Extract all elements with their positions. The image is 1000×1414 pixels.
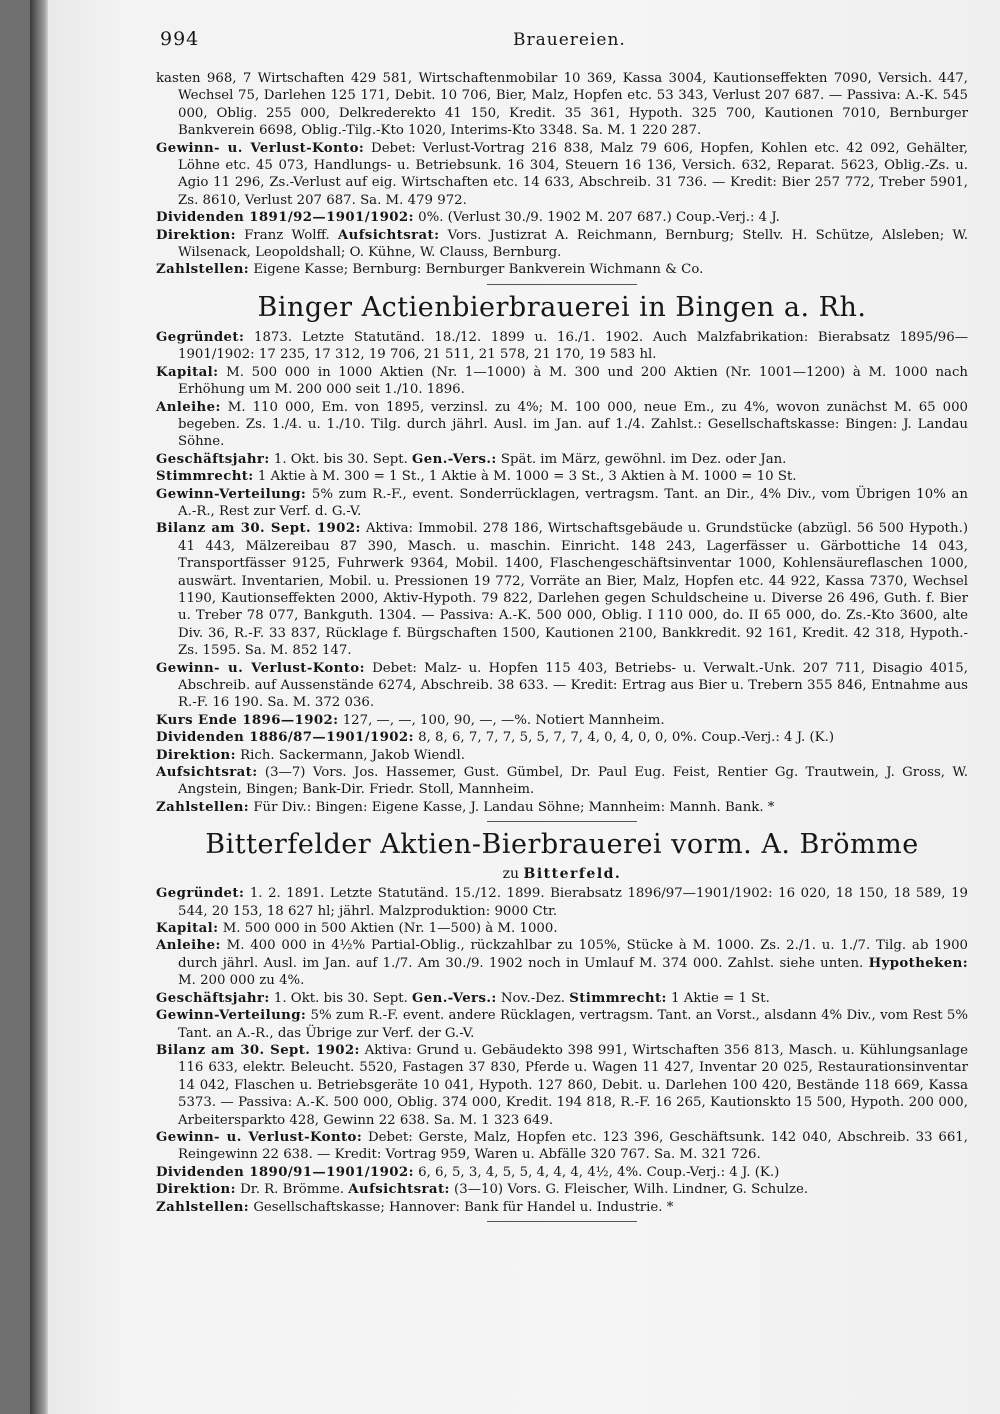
section-divider — [487, 284, 637, 285]
company-location: zu Bitterfeld. — [502, 866, 622, 883]
management-board: Direktion: Dr. R. Brömme. Aufsichtsrat: (3—10) Vors. G. Fleischer, Wilh. Lindner, G. Schulze. — [156, 1182, 809, 1198]
page-number: 994 — [160, 28, 200, 50]
share-price: Kurs Ende 1896—1902: 127, —, —, 100, 90, —, —%. Notiert Mannheim. — [156, 712, 665, 728]
scanned-page — [48, 0, 1000, 1414]
supervisory-board: Aufsichtsrat: (3—7) Vors. Jos. Hassemer, Gust. Gümbel, Dr. Paul Eug. Feist, Rentier Gg. Trautwein, J. Gross, W. Angstein, Bingen; Bank-Dir. Friedr. Stoll, Mannheim. — [156, 765, 968, 798]
fiscal-year: Geschäftsjahr: 1. Okt. bis 30. Sept. Gen.-Vers.: Spät. im März, gewöhnl. im Dez. oder Jan. — [156, 451, 787, 467]
profit-loss-account: Gewinn- u. Verlust-Konto: Debet: Verlust-Vortrag 216 838, Malz 79 606, Hopfen, Kohlen etc. 42 092, Gehälter, Löhne etc. 45 073, Handlungs- u. Betriebsunk. 16 304, Steuern 16 136, Versich. 632, Reparat. 5623, Oblig.-Zs. u. Agio 11 296, Zs.-Verlust auf eig. Wirtschaften etc. 14 633, Abschreib. 31 736. — Kredit: Bier 257 772, Treber 5901, Zs. 8610, Verlust 207 687. Sa. M. 479 972. — [156, 140, 968, 208]
dividends: Dividenden 1890/91—1901/1902: 6, 6, 5, 3, 4, 5, 5, 4, 4, 4, 4½, 4%. Coup.-Verj.: 4 J. (K.) — [156, 1164, 780, 1180]
company-title: Binger Actienbierbrauerei in Bingen a. Rh. — [257, 291, 867, 323]
capital: Kapital: M. 500 000 in 1000 Aktien (Nr. 1—1000) à M. 300 und 200 Aktien (Nr. 1001—1200) à M. 1000 nach Erhöhung um M. 200 000 seit 1./10. 1896. — [156, 364, 969, 398]
paying-agents: Zahlstellen: Gesellschaftskasse; Hannover: Bank für Handel u. Industrie. * — [156, 1199, 674, 1215]
loan: Anleihe: M. 110 000, Em. von 1895, verzinsl. zu 4%; M. 100 000, neue Em., zu 4%, wovon zunächst M. 65 000 begeben. Zs. 1./4. u. 1./10. Tilg. durch jährl. Ausl. im Jan. auf 1./4. Zahlst.: Gesellschaftskasse: Bingen: J. Landau Söhne. — [156, 399, 968, 450]
running-title: Brauereien. — [513, 30, 626, 50]
capital: Kapital: M. 500 000 in 500 Aktien (Nr. 1—500) à M. 1000. — [156, 921, 558, 937]
bitterfelder-entry — [156, 828, 968, 1216]
founded: Gegründet: 1873. Letzte Statutänd. 18./12. 1899 u. 16./1. 1902. Auch Malzfabrikation: Bierabsatz 1895/96—1901/1902: 17 235, 17 312, 19 706, 21 511, 21 578, 21 170, 19 583 hl. — [156, 329, 968, 363]
profit-loss-account: Gewinn- u. Verlust-Konto: Debet: Gerste, Malz, Hopfen etc. 123 396, Geschäftsunk. 142 040, Abschreib. 33 661, Reingewinn 22 638. — Kredit: Vortrag 959, Waren u. Abfälle 320 767. Sa. M. 321 726. — [156, 1129, 968, 1163]
paying-agents: Zahlstellen: Für Div.: Bingen: Eigene Kasse, J. Landau Söhne; Mannheim: Mannh. Bank. * — [156, 799, 775, 815]
page-edge-shadow — [30, 0, 50, 1414]
profit-distribution: Gewinn-Verteilung: 5% zum R.-F., event. Sonderrücklagen, vertragsm. Tant. an Dir., 4% Div., vom Übrigen 10% an A.-R., Rest zur Verf. d. G.-V. — [156, 486, 968, 519]
profit-loss-account: Gewinn- u. Verlust-Konto: Debet: Malz- u. Hopfen 115 403, Betriebs- u. Verwalt.-Unk. 207 711, Disagio 4015, Abschreib. auf Aussenstände 6274, Abschreib. 38 633. — Kredit: Ertrag aus Bier u. Trebern 355 846, Entnahme aus R.-F. 16 190. Sa. M. 372 036. — [156, 660, 968, 711]
binger-entry — [156, 291, 968, 816]
continued-entry — [156, 70, 968, 279]
founded: Gegründet: 1. 2. 1891. Letzte Statutänd. 15./12. 1899. Bierabsatz 1896/97—1901/1902: 16 020, 18 150, 18 589, 19 544, 20 153, 18 627 hl; jährl. Malzproduktion: 9000 Ctr. — [156, 886, 968, 919]
loan: Anleihe: M. 400 000 in 4½% Partial-Oblig., rückzahlbar zu 105%, Stücke à M. 1000. Zs. 2./1. u. 1./7. Tilg. ab 1900 durch jährl. Ausl. im Jan. auf 1./7. Am 30./9. 1902 noch in Umlauf M. 374 000. Zahlst. siehe unten. Hypotheken: M. 200 000 zu 4%. — [156, 938, 968, 989]
page-content — [156, 70, 968, 1228]
company-title: Bitterfelder Aktien-Bierbrauerei vorm. A. Brömme — [205, 829, 919, 861]
section-divider — [487, 821, 637, 822]
page-header — [48, 28, 1000, 58]
section-divider — [487, 1221, 637, 1222]
paying-agents: Zahlstellen: Eigene Kasse; Bernburg: Bernburger Bankverein Wichmann & Co. — [156, 262, 704, 278]
balance-continuation: kasten 968, 7 Wirtschaften 429 581, Wirtschaftenmobilar 10 369, Kassa 3004, Kautionseffekten 7090, Versich. 447, Wechsel 75, Darlehen 125 171, Debit. 10 706, Bier, Malz, Hopfen etc. 53 343, Verlust 207 687. — Passiva: A.-K. 545 000, Oblig. 255 000, Delkrederekto 41 150, Kredit. 35 361, Hypoth. 325 700, Kautionen 7010, Bernburger Bankverein 6698, Oblig.-Tilg.-Kto 1020, Interims-Kto 3348. Sa. M. 1 220 287. — [156, 71, 968, 139]
dividends: Dividenden 1891/92—1901/1902: 0%. (Verlust 30./9. 1902 M. 207 687.) Coup.-Verj.: 4 J. — [156, 210, 780, 226]
management-board: Direktion: Rich. Sackermann, Jakob Wiendl. — [156, 747, 465, 763]
balance-sheet: Bilanz am 30. Sept. 1902: Aktiva: Grund u. Gebäudekto 398 991, Wirtschaften 356 813, Masch. u. Kühlungsanlage 116 633, elektr. Beleucht. 5520, Fastagen 37 830, Pferde u. Wagen 11 427, Inventar 20 025, Restaurationsinventar 14 042, Flaschen u. Betriebsgeräte 10 041, Hypoth. 127 860, Debit. u. Darlehen 100 420, Bestände 118 669, Kassa 5373. — Passiva: A.-K. 500 000, Oblig. 374 000, Kredit. 194 818, R.-F. 16 265, Kautionskto 15 500, Hypoth. 200 000, Arbeitersparkto 428, Gewinn 22 638. Sa. M. 1 323 649. — [156, 1042, 968, 1128]
profit-distribution: Gewinn-Verteilung: 5% zum R.-F. event. andere Rücklagen, vertragsm. Tant. an Vorst., alsdann 4% Div., vom Rest 5% Tant. an A.-R., das Übrige zur Verf. der G.-V. — [156, 1008, 968, 1041]
management-board: Direktion: Franz Wolff. Aufsichtsrat: Vors. Justizrat A. Reichmann, Bernburg; Stellv. H. Schütze, Alsleben; W. Wilsenack, Leopoldshall; O. Kühne, W. Clauss, Bernburg. — [156, 227, 968, 261]
balance-sheet: Bilanz am 30. Sept. 1902: Aktiva: Immobil. 278 186, Wirtschaftsgebäude u. Grundstücke (abzügl. 56 500 Hypoth.) 41 443, Mälzereibau 87 390, Masch. u. maschin. Einricht. 148 243, Lagerfässer u. Gärbottiche 14 043, Transportfässer 9125, Fuhrwerk 9364, Mobil. 1400, Flaschengeschäftsinventar 1000, Kohlensäureflaschen 1000, auswärt. Inventarien, Mobil. u. Pressionen 19 772, Vorräte an Bier, Malz, Hopfen etc. 44 922, Kassa 7370, Wechsel 1190, Kautionseffekten 2000, Aktiv-Hypoth. 79 822, Darlehen gegen Schuldscheine u. Diverse 26 496, Guth. f. Bier u. Treber 78 077, Bankguth. 1304. — Passiva: A.-K. 500 000, Oblig. I 110 000, do. II 65 000, do. Zs.-Kto 3600, alte Div. 36, R.-F. 33 837, Rücklage f. Bürgschaften 1500, Kautionen 2100, Bankkredit. 92 161, Kredit. 42 318, Hypoth.-Zs. 1595. Sa. M. 852 147. — [156, 521, 969, 659]
voting-rights: Stimmrecht: 1 Aktie à M. 300 = 1 St., 1 Aktie à M. 1000 = 3 St., 3 Aktien à M. 1000 = 10 St. — [156, 469, 797, 485]
dividends: Dividenden 1886/87—1901/1902: 8, 8, 6, 7, 7, 7, 5, 5, 7, 7, 4, 0, 4, 0, 0, 0%. Coup.-Verj.: 4 J. (K.) — [156, 730, 835, 746]
fiscal-year: Geschäftsjahr: 1. Okt. bis 30. Sept. Gen.-Vers.: Nov.-Dez. Stimmrecht: 1 Aktie = 1 St. — [156, 990, 770, 1006]
